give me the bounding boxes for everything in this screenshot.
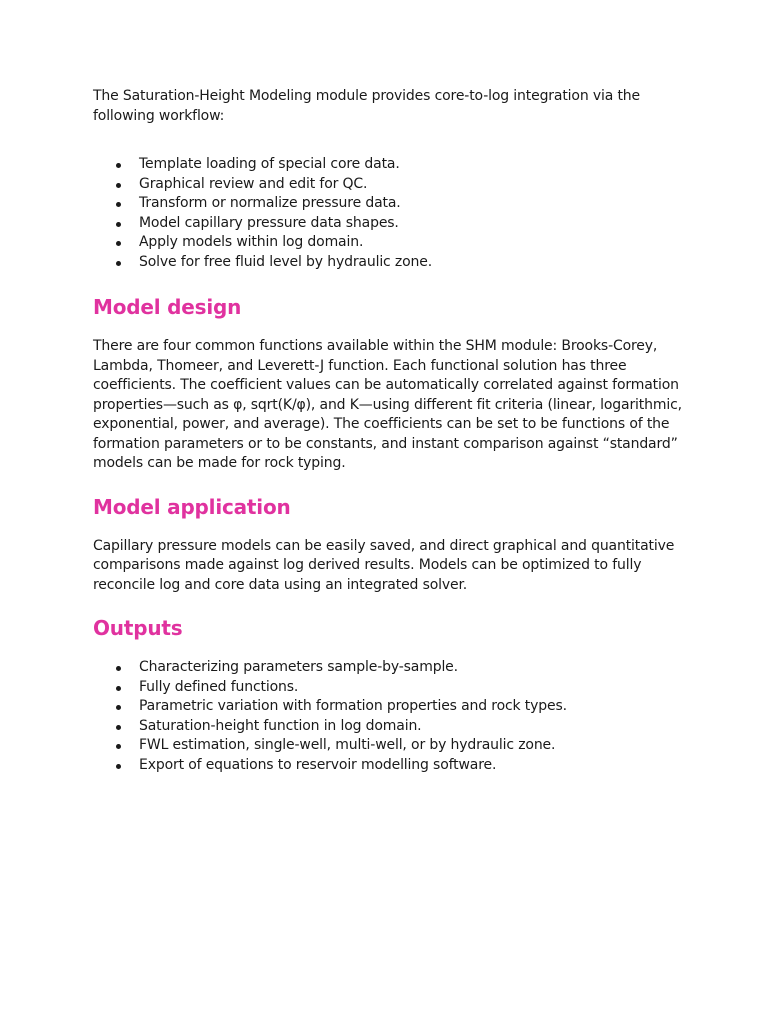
list-item xyxy=(93,697,683,717)
list-item-text: Fully defined functions. xyxy=(139,678,299,695)
bullet-icon xyxy=(116,202,121,207)
bullet-icon xyxy=(116,744,121,749)
list-item-text: Parametric variation with formation properties and rock types. xyxy=(139,698,567,714)
intro-paragraph: The Saturation-Height Modeling module provides core-to-log integration via the following workflow: xyxy=(93,88,640,124)
bullet-icon xyxy=(116,705,121,710)
model-design-paragraph: There are four common functions available within the SHM module: Brooks-Corey, Lambda, Thomeer, and Leverett-J function. Each functional solution has three coefficients. The coefficient values can be automatically correlated against formation properties—such as φ, sqrt(K/φ), and K—using different fit criteria (linear, logarithmic, exponential, power, and average). The coefficients can be set to be functions of the formation parameters or to be constants, and instant comparison against “standard” models can be made for rock typing. xyxy=(93,338,682,471)
model-application-heading: Model application xyxy=(93,494,291,519)
list-item xyxy=(93,253,683,273)
outputs-list xyxy=(93,658,683,775)
bullet-icon xyxy=(116,222,121,227)
list-item xyxy=(93,736,683,756)
bullet-icon xyxy=(116,725,121,730)
model-design-heading: Model design xyxy=(93,295,242,319)
list-item xyxy=(93,155,683,175)
bullet-icon xyxy=(116,686,121,691)
model-application-paragraph: Capillary pressure models can be easily saved, and direct graphical and quantitative comparisons made against log derived results. Models can be optimized to fully reconcile log and core data using an integrated solver. xyxy=(93,537,675,593)
bullet-icon xyxy=(116,183,121,188)
bullet-icon xyxy=(116,241,121,246)
list-item xyxy=(93,194,683,214)
list-item xyxy=(93,175,683,195)
list-item-text: Saturation-height function in log domain. xyxy=(139,717,422,734)
list-item-text: Template loading of special core data. xyxy=(139,156,400,172)
outputs-heading: Outputs xyxy=(93,616,183,640)
list-item-text: Model capillary pressure data shapes. xyxy=(139,214,399,231)
list-item-text: Transform or normalize pressure data. xyxy=(139,195,401,211)
list-item xyxy=(93,678,683,698)
workflow-list xyxy=(93,155,683,272)
list-item-text: Characterizing parameters sample-by-sample. xyxy=(139,659,458,675)
list-item-text: Graphical review and edit for QC. xyxy=(139,175,368,192)
list-item-text: Solve for free fluid level by hydraulic zone. xyxy=(139,253,433,270)
bullet-icon xyxy=(116,764,121,769)
bullet-icon xyxy=(116,163,121,168)
list-item xyxy=(93,756,683,776)
bullet-icon xyxy=(116,261,121,266)
list-item-text: Apply models within log domain. xyxy=(139,234,364,250)
list-item-text: Export of equations to reservoir modelling software. xyxy=(139,756,497,773)
bullet-icon xyxy=(116,666,121,671)
list-item xyxy=(93,233,683,253)
document-content xyxy=(93,87,683,775)
list-item xyxy=(93,658,683,678)
list-item xyxy=(93,717,683,737)
list-item-text: FWL estimation, single-well, multi-well, or by hydraulic zone. xyxy=(139,737,556,753)
list-item xyxy=(93,214,683,234)
